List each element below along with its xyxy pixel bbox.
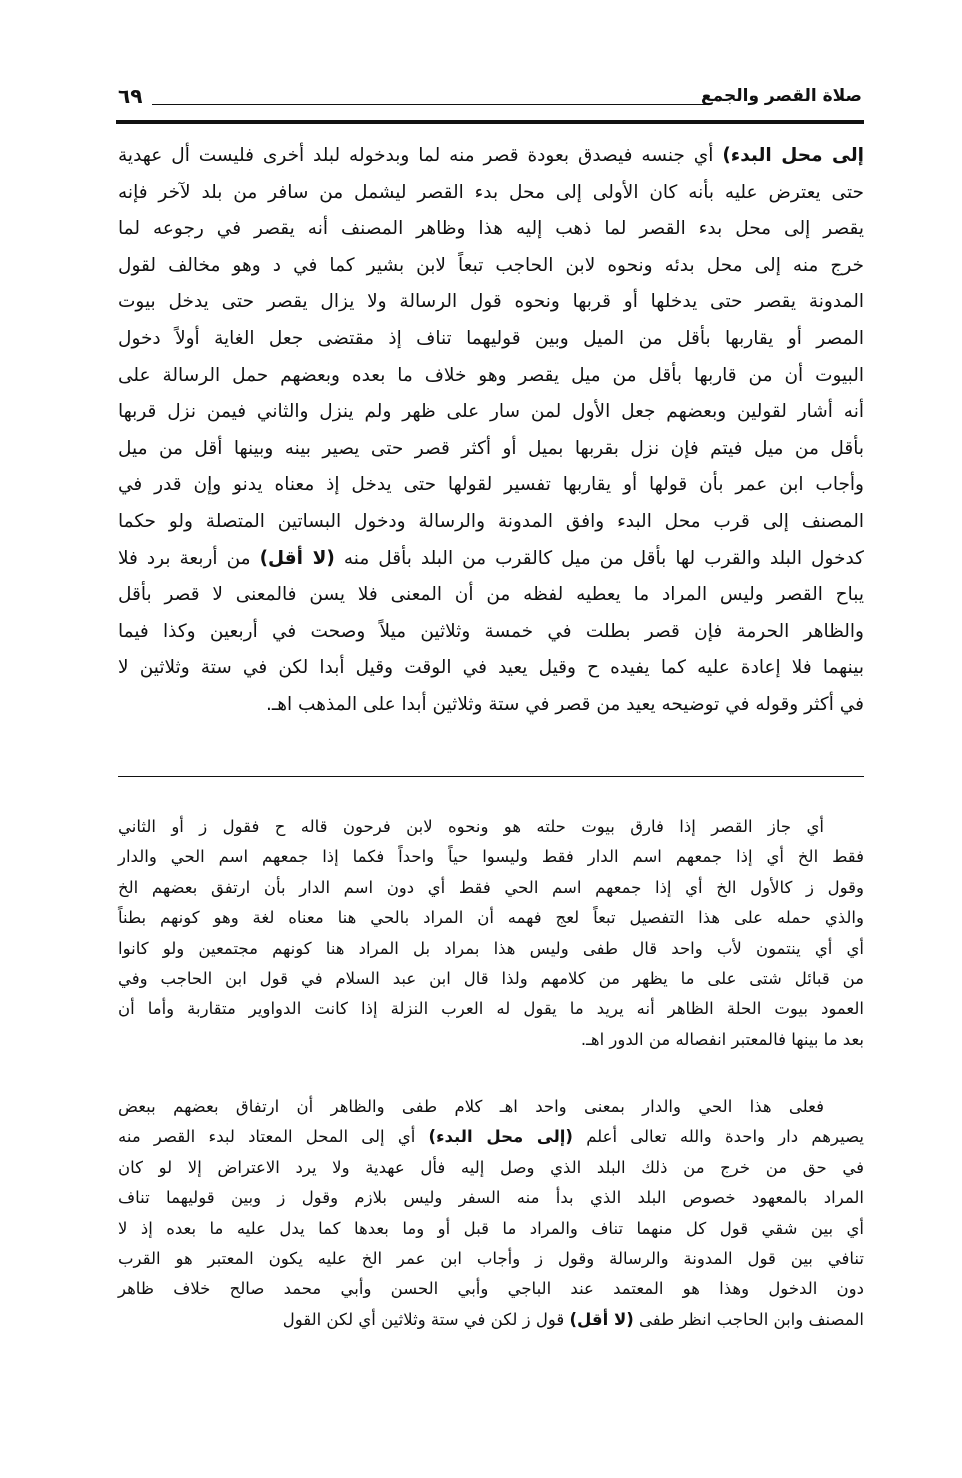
text-run: والذي حمله على هذا التفصيل تبعاً لعج فهمه أن المراد بالحي هنا معناه لغة وهو كونهم بطناً — [118, 908, 864, 928]
text-run: المصر أو يقاربها بأقل من الميل وبين قوليهما تناف إذ مقتضى جعل الغاية أولاً دخول — [118, 327, 864, 349]
text-run: يقصر إلى محل بدء القصر لما ذهب إليه هذا وظاهر المصنف أنه يقصر في رجوعه لما — [118, 218, 864, 240]
text-run: دون الدخول وهذا هو المعتمد عند الباجي وأبي الحسن وأبي محمد صالح خلاف ظاهر — [118, 1279, 864, 1299]
header-rule — [152, 104, 707, 105]
footnote-paragraph-2 — [118, 1092, 864, 1335]
text-line — [118, 964, 864, 994]
bold-quoted-term: (لا أقل) — [259, 547, 335, 569]
header-thick-rule — [116, 120, 864, 124]
text-run: بعد ما بينها فالمعتبر انفصاله من الدور اهـ. — [580, 1029, 864, 1049]
text-line — [118, 431, 864, 468]
text-line — [118, 541, 864, 578]
text-run: بأقل من ميل فيتم فإن نزل بقربها بميل أو أكثر قصر حتى يصير بينه وبينها أقل من ميل — [118, 437, 864, 459]
text-run: يصيرهم دار واحدة والله تعالى أعلم — [572, 1127, 864, 1147]
text-line — [118, 138, 864, 175]
text-line — [118, 504, 864, 541]
text-run: تنافي بين قول المدونة والرسالة وقول ز وأجاب ابن عمر الخ عليه يكون المعتبر هو القرب — [118, 1248, 864, 1268]
text-run: قول ز لكن في ستة وثلاثين أي لكن القول — [282, 1309, 570, 1329]
text-line — [118, 873, 864, 903]
text-line — [118, 1092, 864, 1122]
footnote-separator — [118, 776, 864, 777]
text-run: في أكثر وقوله في توضيحه يعيد من قصر في ستة وثلاثين أبدا على المذهب اهـ. — [265, 693, 864, 715]
text-run: يباح القصر وليس المراد ما يعطيه لفظه من أن المعنى فلا يسن فالمعنى لا قصر بأقل — [118, 584, 864, 606]
text-run: المصنف إلى قرب محل البدء وافق المدونة والرسالة ودخول البساتين المتصلة ولو حكما — [118, 510, 864, 532]
text-run: في حق من خرج من ذلك البلد الذي وصل إليه فأل عهدية ولا يرد الاعتراض إلا لو كان — [118, 1157, 864, 1177]
bold-quoted-term: إلى محل البدء) — [722, 145, 865, 166]
text-line — [118, 934, 864, 964]
text-line — [118, 1244, 864, 1274]
text-line — [118, 577, 864, 614]
text-run: من أربعة برد فلا — [118, 547, 260, 569]
text-run: بينهما فلا إعادة عليه كما يفيده ح وقيل يعيد في الوقت وقيل أبدا لكن في ستة وثلاثين لا — [118, 657, 864, 679]
text-run: أي بين شقي قول كل منهما تناف والمراد ما قبل أو وما بعدها كما يدل عليه ما بعده إذ لا — [118, 1218, 864, 1238]
text-run: فعلى هذا الحي والدار بمعنى واحد اهـ كلام طفى والظاهر أن ارتفاق بعضهم ببعض — [118, 1097, 824, 1116]
text-line — [118, 614, 864, 651]
text-line — [118, 175, 864, 212]
text-line — [118, 812, 864, 842]
text-line — [118, 1274, 864, 1304]
text-line — [118, 1153, 864, 1183]
text-line — [118, 903, 864, 933]
bold-quoted-term: (إلى محل البدء) — [428, 1127, 573, 1147]
text-line — [118, 1025, 864, 1055]
text-line — [118, 687, 864, 724]
text-run: أي جنسه فيصدق بعودة قصر منه لما وبدخوله لبلد أخرى فليست أل عهدية — [118, 145, 723, 166]
text-line — [118, 358, 864, 395]
running-title: صلاة القصر والجمع — [700, 86, 862, 106]
text-run: فقط الخ أي إذا جمعهم اسم الدار فقط وليسوا حياً واحداً فكما إذا جمعهم اسم الحي والدار — [118, 847, 864, 867]
text-run: حتى يعترض عليه بأنه كان الأولى إلى محل بدء القصر ليشمل من سافر من بلد لآخر فإنه — [118, 181, 864, 203]
text-line — [118, 994, 864, 1024]
text-run: المراد بالمعهود خصوص البلد الذي بدأ منه السفر وليس بلازم وقول ز وبين قوليهما تناف — [118, 1188, 864, 1208]
text-line — [118, 650, 864, 687]
text-run: وقول ز كالأول الخ أي إذا جمعهم اسم الحي فقط أي دون اسم الدار بأن ارتفق بعضهم الخ — [118, 877, 864, 897]
text-run: خرج منه إلى محل بدئه ونحوه لابن الحاجب تبعاً لابن بشير كما في د وهو مخالف لقول — [118, 254, 864, 276]
text-line — [118, 842, 864, 872]
text-run: من قبائل شتى على ما يظهر من كلامهم ولذا قال ابن عبد السلام في قول ابن الحاجب وفي — [118, 968, 864, 988]
text-line — [118, 1183, 864, 1213]
text-line — [118, 321, 864, 358]
footnote-paragraph-1 — [118, 812, 864, 1055]
text-line — [118, 1305, 864, 1335]
bold-quoted-term: (لا أقل) — [569, 1309, 634, 1329]
text-run: أي إلى المحل المعتاد لبدء القصر منه — [118, 1127, 429, 1147]
text-run: العمود بيوت الحلة الظاهر أنه يريد ما يقول له العرب النزلة إذا كانت الدواوير متقاربة وأما أن — [118, 999, 864, 1019]
text-line — [118, 248, 864, 285]
text-run: المصنف وابن الحاجب انظر طفى — [633, 1309, 864, 1329]
main-text — [118, 138, 864, 724]
page-number: ٦٩ — [118, 84, 143, 108]
text-run: أنه أشار لقولين وبعضهم جعل الأول لمن سار على ظهر ولم ينزل والثاني فيمن نزل قربها — [118, 401, 864, 423]
text-line — [118, 467, 864, 504]
text-line — [118, 211, 864, 248]
text-run: البيوت أن من قاربها بأقل من ميل يقصر وهو خلاف ما بعده وبعضهم حمل الرسالة على — [118, 364, 864, 386]
text-run: أي أي ينتمون لأب واحد قال طفى وليس هذا بمراد بل المراد هنا كونهم مجتمعين ولو كانوا — [118, 938, 864, 958]
text-line — [118, 394, 864, 431]
text-line — [118, 284, 864, 321]
text-run: وأجاب ابن عمر بأن قولها أو يقاربها تفسير لقولها حتى يدخل إذ معناه يدنو وإن قدر في — [118, 474, 864, 496]
text-line — [118, 1122, 864, 1152]
text-run: كدخول البلد والقرب لها بأقل من ميل كالقرب من البلد بأقل منه — [334, 547, 864, 569]
text-run: المدونة يقصر حتى يدخلها أو قربها ونحوه قول الرسالة ولا يزال يقصر حتى يدخل بيوت — [118, 291, 864, 313]
text-line — [118, 1214, 864, 1244]
text-run: والظاهر الحرمة فإن قصر بطلت في خمسة وثلاثين ميلاً وصحت في أربعين وكذا فيما — [118, 620, 864, 642]
text-run: أي جاز القصر إذا فارق بيوت حلته هو ونحوه لابن فرحون قاله ح فقول ز أو الثاني — [118, 817, 824, 836]
